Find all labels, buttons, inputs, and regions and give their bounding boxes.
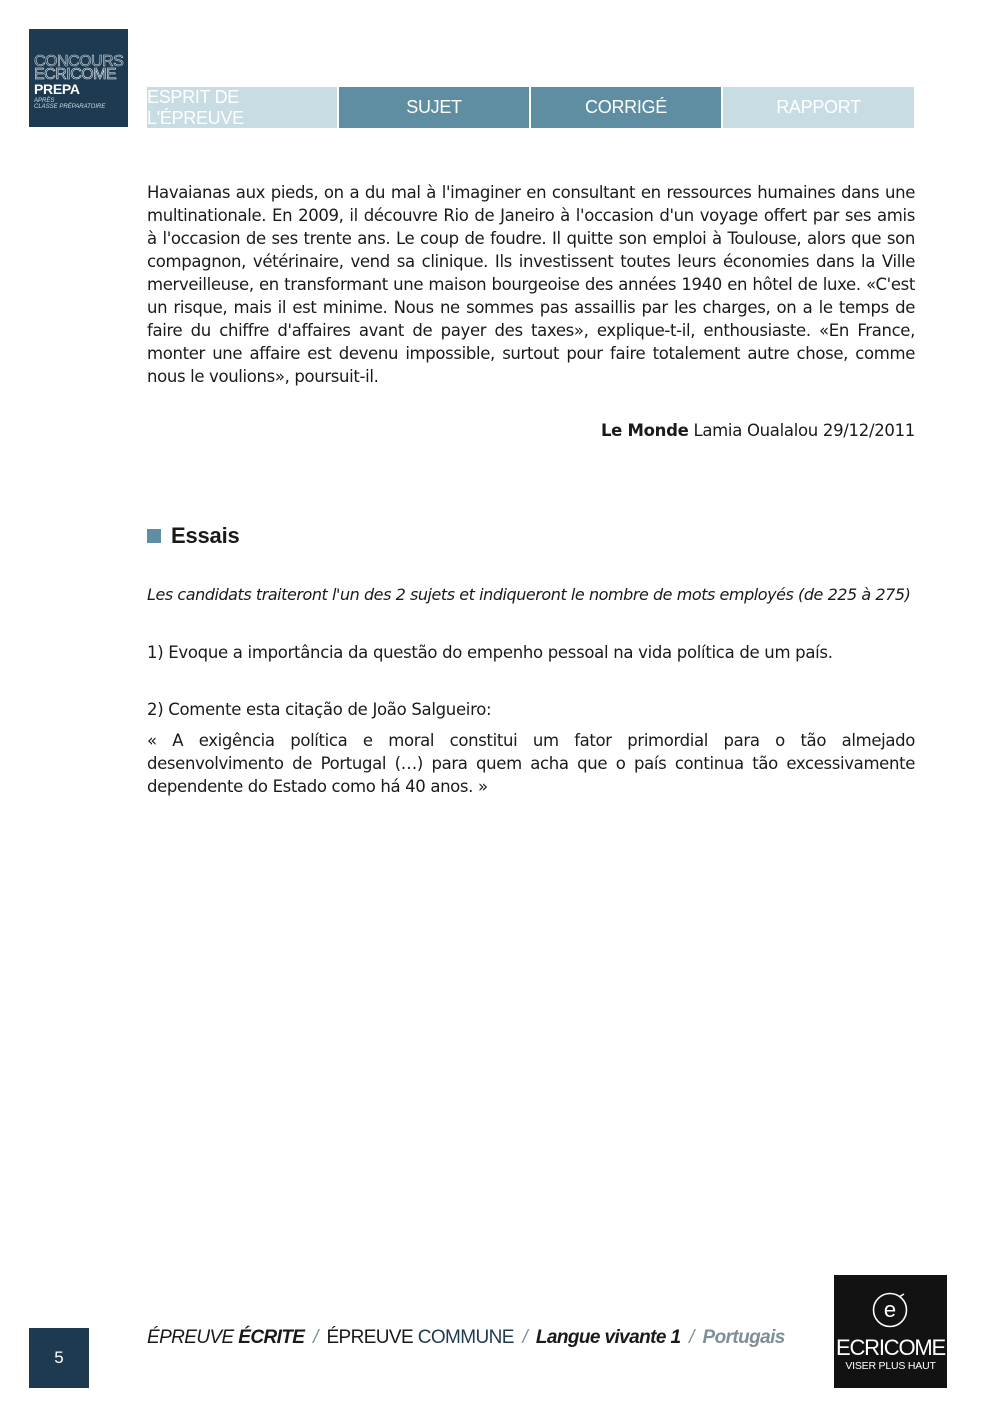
- footer-separator: /: [522, 1327, 528, 1348]
- logo-prepa-text: PREPA: [34, 81, 80, 97]
- source-author-date: Lamia Oualalou 29/12/2011: [688, 421, 915, 440]
- footer-portugais-label: Portugais: [702, 1327, 785, 1348]
- question-2-quote-block: [147, 729, 915, 798]
- footer-epreuve-label: ÉPREUVE: [147, 1327, 239, 1348]
- logo-apres-text: APRÈS: [34, 98, 55, 104]
- essais-title: Essais: [171, 523, 240, 548]
- brand-letter: e: [883, 1297, 897, 1322]
- source-publication: Le Monde: [600, 421, 689, 440]
- footer-ecrite-label: ÉCRITE: [238, 1327, 305, 1348]
- essais-heading: [147, 523, 915, 549]
- footer-separator: /: [689, 1327, 694, 1348]
- article-paragraph: Havaianas aux pieds, on a du mal à l'imaginer en consultant en ressources humaines dans une multinationale. En 2009, il découvre Rio de Janeiro à l'occasion d'un voyage offert par ses amis à l'occasion de ses trente ans. Le coup de foudre. Il quitte son emploi à Toulouse, alors que son compagnon, vétérinaire, vend sa clinique. Ils investissent toutes leurs économies dans la Ville merveilleuse, en transformant une maison bourgeoise des années 1940 en hôtel de luxe. «C'est un risque, mais il est minime. Nous ne sommes pas assaillis par les charges, on a le temps de faire du chiffre d'affaires avant de payer des taxes», explique-t-il, enthousiaste. «En France, monter une affaire est devenu impossible, surtout pour faire totalement autre chose, comme nous le voulions», poursuit-il.: [147, 183, 915, 386]
- logo-classe-text: CLASSE PRÉPARATOIRE: [34, 104, 106, 110]
- footer-exam-info: [147, 1327, 785, 1349]
- essais-instructions: Les candidats traiteront l'un des 2 sujets et indiqueront le nombre de mots employés (de 225 à 275): [147, 585, 911, 604]
- brand-tagline: VISER PLUS HAUT: [845, 1360, 936, 1372]
- concours-logo: [29, 29, 128, 127]
- tab-rapport[interactable]: RAPPORT: [723, 87, 914, 128]
- article-body: [147, 181, 915, 388]
- tab-sujet[interactable]: SUJET: [339, 87, 529, 128]
- footer-epreuve2-label: ÉPREUVE: [326, 1327, 418, 1348]
- question-2-quote: « A exigência política e moral constitui um fator primordial para o tão almejado desenvolvimento de Portugal (…) para quem acha que o país continua tão excessivamente dependente do Estado como há 40 anos. »: [147, 731, 915, 796]
- question-1: 1) Evoque a importância da questão do empenho pessoal na vida política de um país.: [147, 643, 833, 662]
- section-tabs: [147, 87, 915, 128]
- footer-langue-label: Langue vivante 1: [535, 1327, 681, 1348]
- footer-commune-label: COMMUNE: [417, 1327, 514, 1348]
- ecricome-e-icon: [871, 1291, 909, 1329]
- page-number-box: [29, 1328, 89, 1388]
- question-2: 2) Comente esta citação de João Salgueiro:: [147, 700, 492, 719]
- ecricome-brand-logo: [834, 1275, 947, 1388]
- logo-ecricome-text: ECRICOME: [34, 66, 117, 83]
- tab-esprit[interactable]: ESPRIT DE L'ÉPREUVE: [147, 87, 337, 128]
- logo-concours-text: CONCOURS: [34, 53, 124, 70]
- square-bullet-icon: [147, 529, 161, 543]
- footer-separator: /: [313, 1327, 318, 1348]
- brand-name: ECRICOME: [836, 1335, 945, 1360]
- article-source: [147, 421, 915, 440]
- page-number: 5: [54, 1348, 64, 1367]
- tab-corrige[interactable]: CORRIGÉ: [531, 87, 721, 128]
